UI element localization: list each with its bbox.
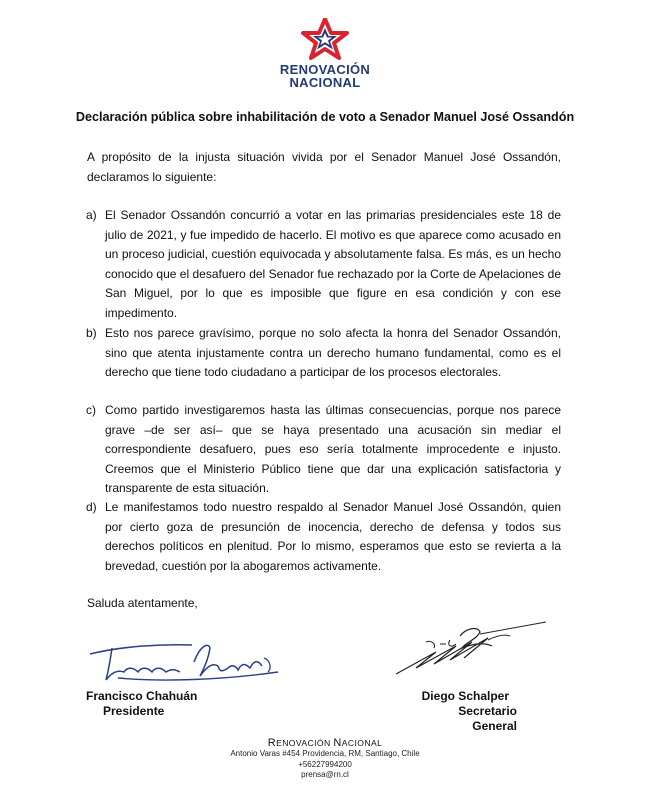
signer-1-name: Francisco Chahuán [86, 689, 198, 703]
party-logo [0, 18, 650, 89]
footer-org-name: RENOVACIÓN NACIONAL [267, 737, 383, 749]
signer-2-role: Secretario General [458, 704, 517, 733]
footer-address: Antonio Varas #454 Providencia, RM, Santiago, Chile [230, 749, 420, 758]
list-item-text: Como partido investigaremos hasta las últimas consecuencias, porque nos parece grave –de ser así– que se haya presentado una acusación sin mediar el correspondiente desafuero, pues eso sería totalmente improcedente e injusto. Creemos que el Ministerio Público tiene que dar una explicación satisfactoria y transparente de esta situación. [105, 403, 561, 496]
list-marker: d) [86, 500, 97, 514]
list-item [86, 206, 561, 324]
list-item-text: El Senador Ossandón concurrió a votar en las primarias presidenciales este 18 de julio de 2021, y fue impedido de hacerlo. El motivo es que aparece como acusado en un proceso judicial, cuestión equivocada y absolutamente falsa. Es más, es un hecho conocido que el desafuero del Senador fue rechazado por la Corte de Apelaciones de San Miguel, por lo que es imposible que figure en esa condición y con ese impedimento. [105, 208, 561, 320]
footer [0, 737, 650, 781]
list-item [86, 498, 561, 576]
logo-text-line2: NACIONAL [289, 75, 361, 90]
signer-1-role: Presidente [103, 704, 165, 718]
list-marker: a) [86, 208, 97, 222]
intro-paragraph: A propósito de la injusta situación vivida por el Senador Manuel José Ossandón, declaramos lo siguiente: [87, 150, 561, 184]
signature-schalper [376, 618, 548, 682]
footer-email[interactable]: prensa@rn.cl [301, 770, 349, 779]
document-title: Declaración pública sobre inhabilitación de voto a Senador Manuel José Ossandón [75, 110, 575, 124]
logo-text-line1: RENOVACIÓN [279, 62, 371, 77]
signer-1 [86, 689, 197, 719]
list-item [86, 324, 561, 383]
list-marker: b) [86, 326, 97, 340]
list-marker: c) [86, 403, 96, 417]
signature-chahuan [82, 632, 282, 688]
list-item-text: Le manifestamos todo nuestro respaldo al Senador Manuel José Ossandón, quien por cierto goza de presunción de inocencia, derecho de defensa y todos sus derechos políticos en plenitud. Por lo mismo, esperamos que esto se revierta a la brevedad, cuestión por la abogaremos activamente. [105, 500, 561, 573]
star-logo-icon [299, 18, 351, 60]
signer-2 [417, 689, 517, 734]
closing-salutation: Saluda atentamente, [87, 596, 198, 610]
footer-phone: +56227994200 [298, 759, 352, 769]
list-item [86, 401, 561, 499]
signer-2-name: Diego Schalper [421, 689, 509, 703]
list-item-text: Esto nos parece gravísimo, porque no solo afecta la honra del Senador Ossandón, sino que atenta injustamente contra un derecho humano fundamental, como es el derecho que tiene todo ciudadano a participar de los procesos electorales. [105, 326, 561, 380]
